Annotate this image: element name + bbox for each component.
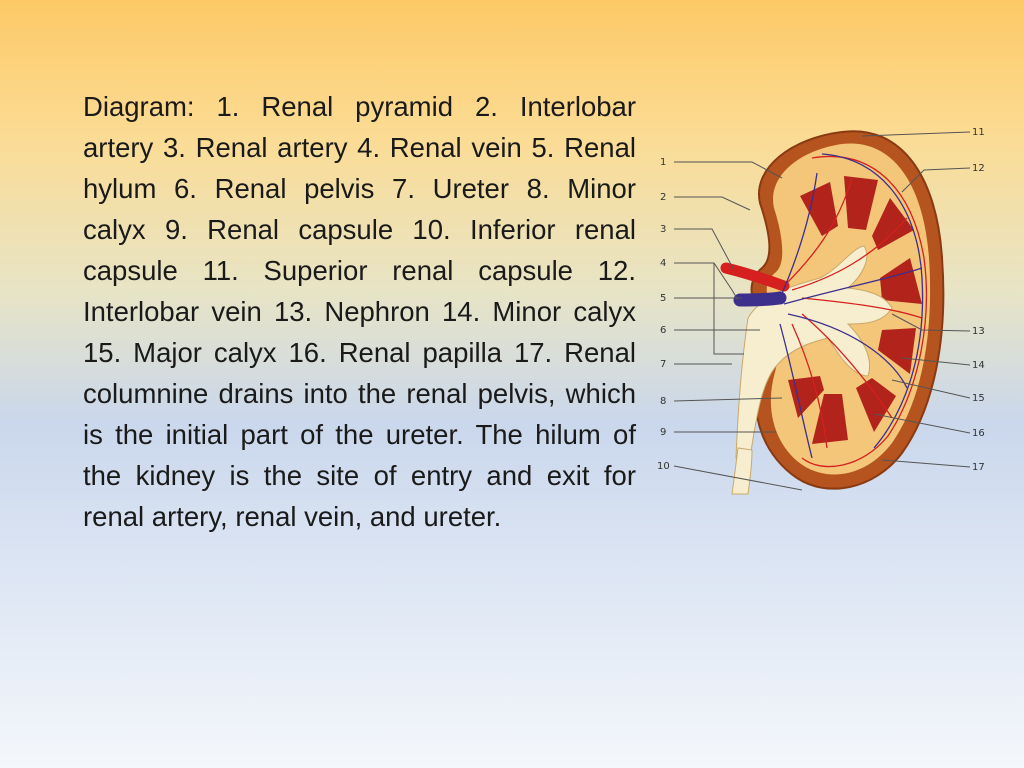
label-2: 2 bbox=[660, 192, 667, 203]
kidney-diagram-svg bbox=[652, 118, 997, 498]
label-17: 17 bbox=[972, 462, 985, 473]
label-8: 8 bbox=[660, 396, 667, 407]
label-6: 6 bbox=[660, 325, 667, 336]
label-1: 1 bbox=[660, 157, 667, 168]
label-14: 14 bbox=[972, 360, 985, 371]
label-4: 4 bbox=[660, 258, 667, 269]
label-3: 3 bbox=[660, 224, 667, 235]
right-labels bbox=[972, 127, 985, 473]
label-11: 11 bbox=[972, 127, 985, 138]
label-15: 15 bbox=[972, 393, 985, 404]
left-labels bbox=[657, 157, 670, 472]
label-13: 13 bbox=[972, 326, 985, 337]
label-7: 7 bbox=[660, 359, 667, 370]
label-5: 5 bbox=[660, 293, 667, 304]
label-10: 10 bbox=[657, 461, 670, 472]
label-16: 16 bbox=[972, 428, 985, 439]
slide-body-text: Diagram: 1. Renal pyramid 2. Interlobar artery 3. Renal artery 4. Renal vein 5. Renal hylum 6. Renal pelvis 7. Ureter 8. Minor calyx 9. Renal capsule 10. Inferior renal capsule 11. Superior renal capsule 12. Interlobar vein 13. Nephron 14. Minor calyx 15. Major calyx 16. Renal papilla 17. Renal columnine drains into the renal pelvis, which is the initial part of the ureter. The hilum of the kidney is the site of entry and exit for renal artery, renal vein, and ureter. bbox=[83, 91, 636, 532]
label-12: 12 bbox=[972, 163, 985, 174]
kidney-diagram bbox=[652, 118, 997, 498]
label-9: 9 bbox=[660, 427, 667, 438]
ureter bbox=[732, 448, 752, 494]
renal-vein bbox=[740, 298, 780, 300]
